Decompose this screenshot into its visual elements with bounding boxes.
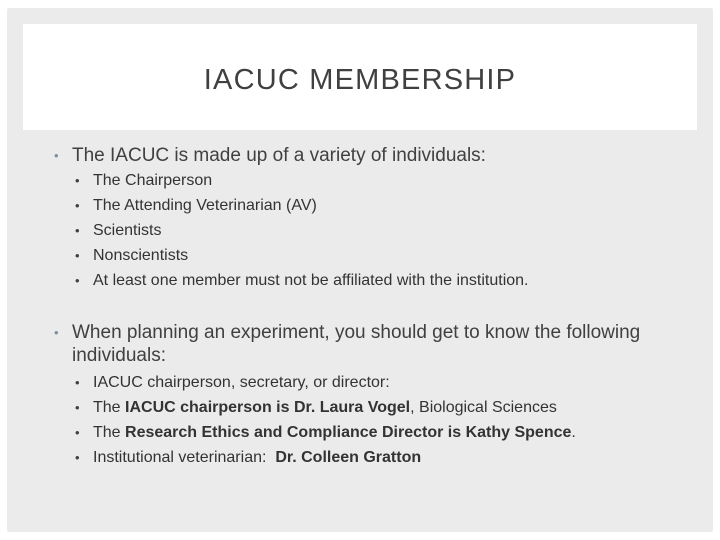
sub-item: • The Chairperson [75,168,529,193]
slide-title: IACUC MEMBERSHIP [203,63,517,96]
sub-bullet-dot-icon: • [75,425,80,440]
sub-bullet-dot-icon: • [75,248,80,263]
sub-bullet-dot-icon: • [75,198,80,213]
sub-item: • The IACUC chairperson is Dr. Laura Vogel, Biological Sciences [75,395,576,420]
bullet-1-sublist [75,168,529,293]
bullet-2-sublist [75,370,576,470]
sub-item: • At least one member must not be affiliated with the institution. [75,268,529,293]
sub-bullet-dot-icon: • [75,173,80,188]
sub-item: • Institutional veterinarian: Dr. Colleen Gratton [75,445,576,470]
sub-bullet-dot-icon: • [75,273,80,288]
bullet-1 [54,144,672,167]
bullet-2-text: When planning an experiment, you should get to know the following individuals: [72,322,641,366]
bullet-dot-icon: • [54,148,59,163]
sub-item: • Nonscientists [75,243,529,268]
sub-item: • Scientists [75,218,529,243]
bullet-dot-icon: • [54,325,59,340]
sub-bullet-dot-icon: • [75,375,80,390]
bullet-1-text: The IACUC is made up of a variety of individuals: [72,145,486,166]
sub-bullet-dot-icon: • [75,223,80,238]
sub-bullet-dot-icon: • [75,400,80,415]
sub-item: • The Research Ethics and Compliance Director is Kathy Spence. [75,420,576,445]
slide-content [7,8,713,532]
sub-item: • The Attending Veterinarian (AV) [75,193,529,218]
sub-item: • IACUC chairperson, secretary, or director: [75,370,576,395]
slide [7,8,713,532]
sub-bullet-dot-icon: • [75,450,80,465]
bullet-2 [54,321,672,367]
